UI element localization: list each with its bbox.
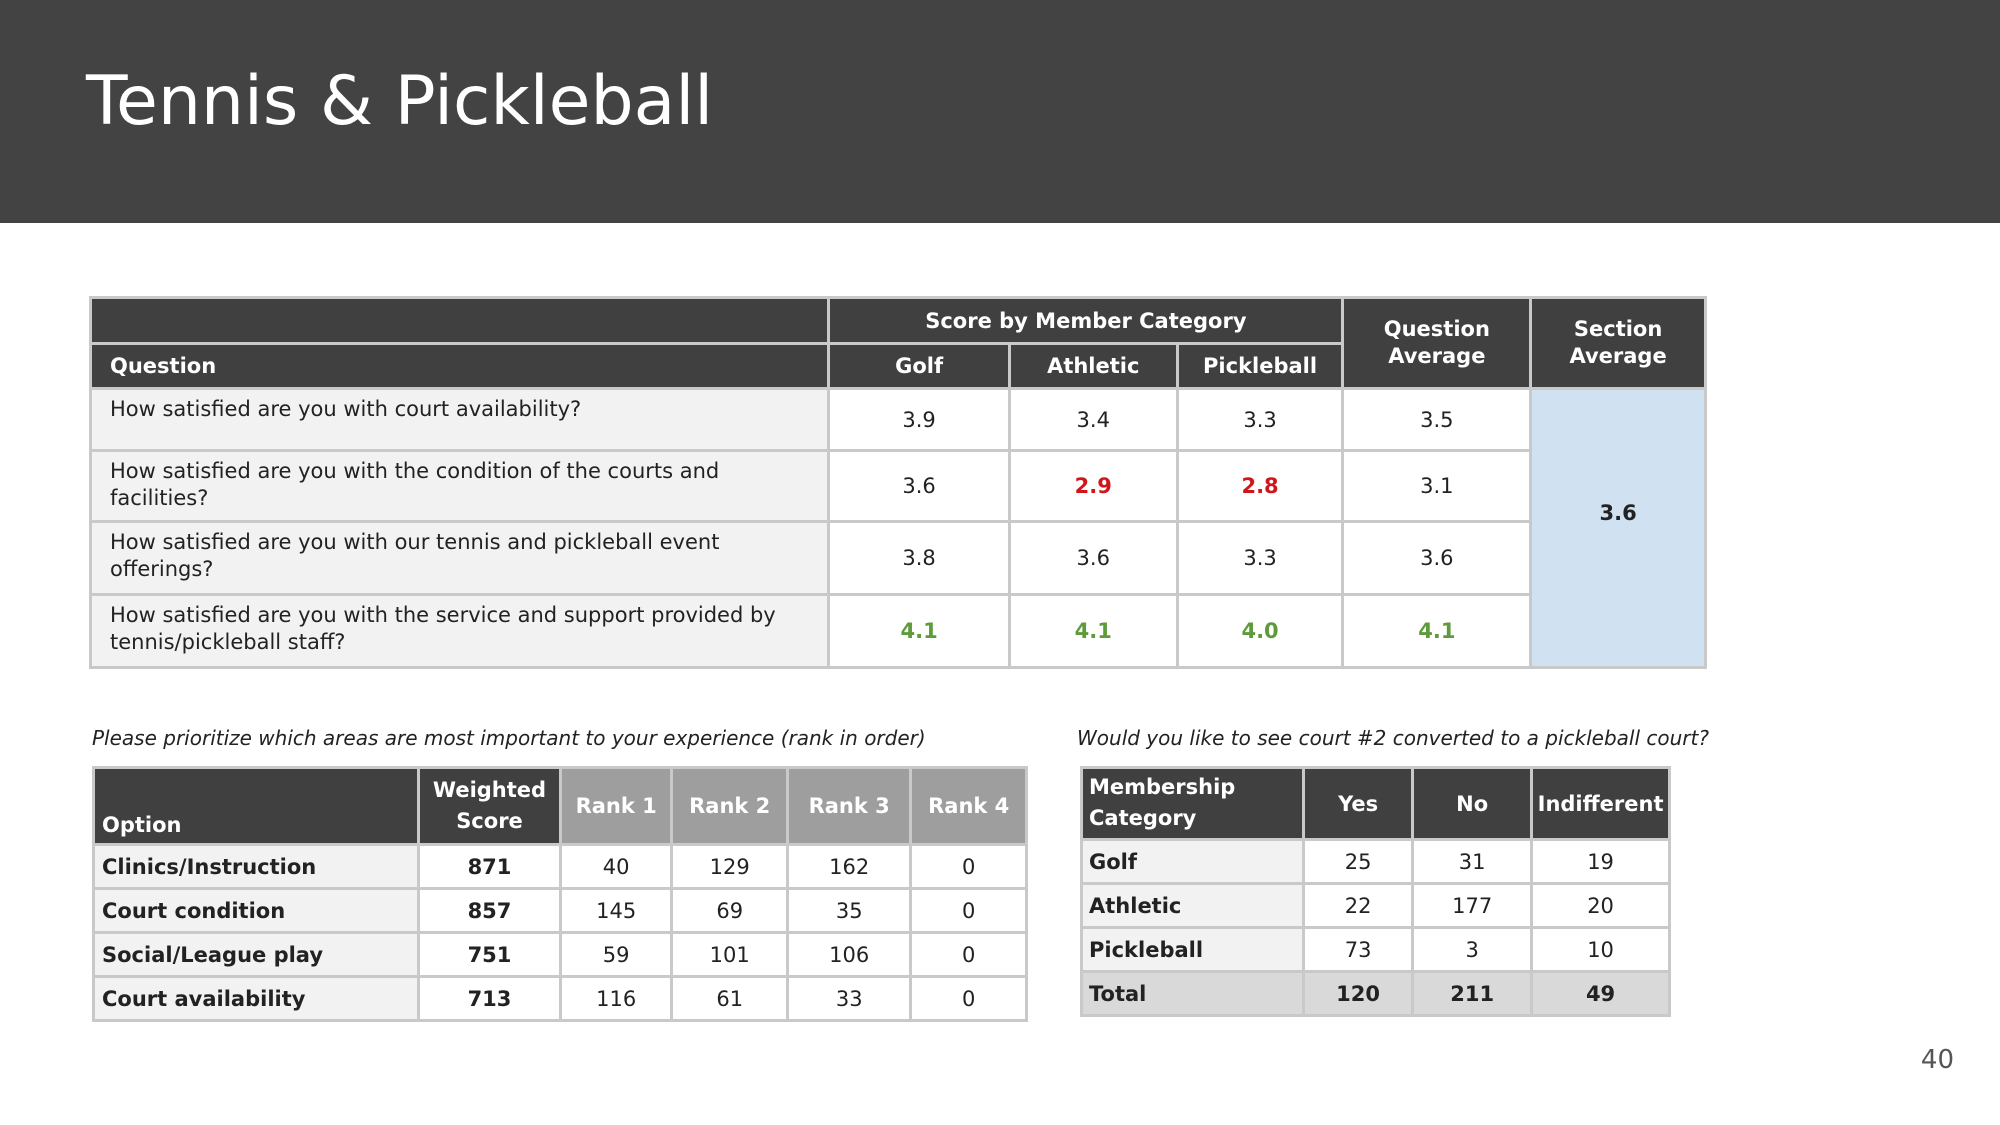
page-title: Tennis & Pickleball [86,62,714,141]
header-blank [91,298,829,344]
rank-cell: 61 [672,977,788,1021]
header-athletic: Athletic [1009,344,1177,389]
golf-score: 3.9 [829,389,1010,451]
category-cell: Athletic [1082,884,1304,928]
question-cell: How satisfied are you with court availability? [91,389,829,451]
header-pickleball: Pickleball [1177,344,1343,389]
header-score-group: Score by Member Category [829,298,1343,344]
header-rank-3: Rank 3 [787,768,910,845]
rank-cell: 162 [787,845,910,889]
indifferent-cell: 20 [1532,884,1670,928]
table-row [94,889,1027,933]
table-row [1082,884,1670,928]
court-conversion-table [1080,766,1671,1017]
indifferent-cell: 10 [1532,928,1670,972]
yes-cell: 25 [1304,840,1413,884]
question-average: 3.5 [1343,389,1531,451]
table-row [91,522,1706,595]
no-cell: 177 [1413,884,1532,928]
option-cell: Court availability [94,977,419,1021]
court-caption: Would you like to see court #2 converted to a pickleball court? [1077,726,1709,750]
weighted-score-cell: 857 [419,889,561,933]
question-cell: How satisfied are you with the service and support provided by tennis/pickleball staff? [91,595,829,668]
header-indifferent: Indifferent [1532,768,1670,840]
indifferent-cell: 19 [1532,840,1670,884]
table-row [91,389,1706,451]
question-average: 3.1 [1343,451,1531,522]
header-question: Question [91,344,829,389]
pickleball-score: 3.3 [1177,522,1343,595]
rank-cell: 59 [560,933,672,977]
table-row [94,933,1027,977]
header-option: Option [94,768,419,845]
athletic-score: 4.1 [1009,595,1177,668]
yes-cell: 22 [1304,884,1413,928]
option-cell: Social/League play [94,933,419,977]
golf-score: 3.6 [829,451,1010,522]
header-rank-2: Rank 2 [672,768,788,845]
question-cell: How satisfied are you with our tennis and pickleball event offerings? [91,522,829,595]
rank-cell: 0 [911,845,1027,889]
total-indifferent: 49 [1532,972,1670,1016]
header-yes: Yes [1304,768,1413,840]
rank-cell: 69 [672,889,788,933]
category-cell: Pickleball [1082,928,1304,972]
yes-cell: 73 [1304,928,1413,972]
rank-cell: 106 [787,933,910,977]
header-golf: Golf [829,344,1010,389]
weighted-score-cell: 871 [419,845,561,889]
athletic-score: 3.4 [1009,389,1177,451]
golf-score: 3.8 [829,522,1010,595]
option-cell: Court condition [94,889,419,933]
question-average: 3.6 [1343,522,1531,595]
question-cell: How satisfied are you with the condition of the courts and facilities? [91,451,829,522]
no-cell: 3 [1413,928,1532,972]
athletic-score: 3.6 [1009,522,1177,595]
table-row [91,595,1706,668]
rank-cell: 101 [672,933,788,977]
satisfaction-table [89,296,1707,669]
header-rank-4: Rank 4 [911,768,1027,845]
athletic-score: 2.9 [1009,451,1177,522]
header-rank-1: Rank 1 [560,768,672,845]
header-weighted-score: Weighted Score [419,768,561,845]
rank-cell: 0 [911,889,1027,933]
rank-cell: 33 [787,977,910,1021]
pickleball-score: 4.0 [1177,595,1343,668]
no-cell: 31 [1413,840,1532,884]
rank-cell: 145 [560,889,672,933]
section-average-value: 3.6 [1531,389,1706,668]
header-question-average: Question Average [1343,298,1531,389]
priority-rank-table [92,766,1028,1022]
header-section-average: Section Average [1531,298,1706,389]
total-row [1082,972,1670,1016]
total-yes: 120 [1304,972,1413,1016]
rank-caption: Please prioritize which areas are most important to your experience (rank in order) [92,726,926,750]
pickleball-score: 3.3 [1177,389,1343,451]
weighted-score-cell: 713 [419,977,561,1021]
table-row [91,451,1706,522]
title-banner [0,0,2000,223]
table-row [94,845,1027,889]
rank-cell: 0 [911,933,1027,977]
rank-cell: 35 [787,889,910,933]
rank-cell: 129 [672,845,788,889]
rank-cell: 0 [911,977,1027,1021]
weighted-score-cell: 751 [419,933,561,977]
golf-score: 4.1 [829,595,1010,668]
table-row [1082,840,1670,884]
rank-cell: 116 [560,977,672,1021]
total-label: Total [1082,972,1304,1016]
table-row [1082,928,1670,972]
total-no: 211 [1413,972,1532,1016]
table-row [94,977,1027,1021]
pickleball-score: 2.8 [1177,451,1343,522]
category-cell: Golf [1082,840,1304,884]
page-number: 40 [1920,1045,1954,1075]
rank-cell: 40 [560,845,672,889]
header-no: No [1413,768,1532,840]
option-cell: Clinics/Instruction [94,845,419,889]
question-average: 4.1 [1343,595,1531,668]
header-membership-category: Membership Category [1082,768,1304,840]
